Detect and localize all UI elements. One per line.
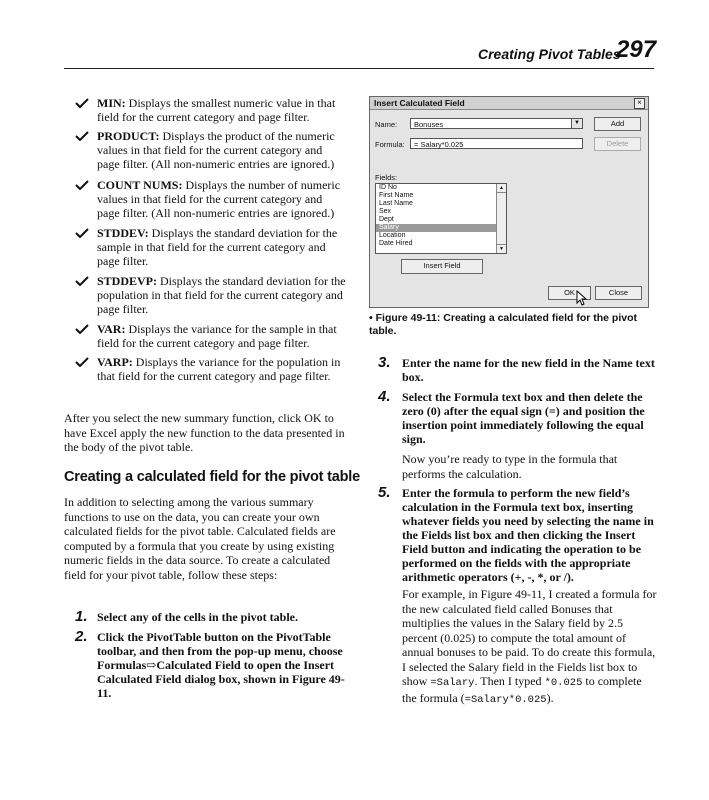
dropdown-arrow-icon[interactable]: ▼: [571, 119, 582, 128]
step-text: Click the PivotTable button on the PivotTable toolbar, and then from the pop-up menu, choose Formulas⇨Calculated Field to open the Insert Calculated Field dialog box, shown in Figure 49-11.: [97, 630, 345, 700]
code-snippet: =Salary*0.025: [464, 693, 547, 706]
code-snippet: =Salary: [430, 677, 475, 689]
insert-field-button[interactable]: Insert Field: [401, 259, 483, 274]
bullet-term: STDDEVP:: [97, 274, 158, 288]
dialog-title-bar[interactable]: [370, 97, 648, 110]
name-label: Name:: [375, 120, 398, 129]
list-item[interactable]: Date Hired: [379, 240, 413, 247]
bullet-term: VAR:: [97, 322, 126, 336]
step-text: Enter the name for the new field in the Name text box.: [402, 356, 655, 384]
step-text: Enter the formula to perform the new field’s calculation in the Formula text box, inserting whatever fields you need by selecting the name in the Fields list box and then clicking the Insert Field button and indicating the operation to be performed on the fields with the appropriate arithmetic operators (+, -, *, or /).: [402, 486, 654, 584]
check-icon: [75, 98, 89, 108]
scroll-down-icon[interactable]: ▼: [497, 244, 506, 253]
example-text: to complete the formula (: [402, 674, 642, 705]
list-item[interactable]: Dept: [379, 216, 394, 223]
bullet-text: [97, 274, 347, 316]
check-icon: [75, 180, 89, 190]
bullet-text: [97, 322, 347, 350]
bullet-desc: Displays the smallest numeric value in that field for the current category and page filter.: [97, 96, 336, 124]
list-item[interactable]: Sex: [379, 208, 392, 215]
bullet-desc: Displays the variance for the sample in that field for the current category and page filter.: [97, 322, 337, 350]
bullet-term: MIN:: [97, 96, 126, 110]
step-4-note: Now you’re ready to type in the formula that performs the calculation.: [402, 452, 618, 481]
name-combobox[interactable]: [410, 118, 583, 129]
bullet-text: [97, 129, 347, 171]
bullet-desc: Displays the standard deviation for the population in that field for the current category and page filter.: [97, 274, 346, 316]
close-icon[interactable]: ×: [634, 98, 645, 109]
bullet-term: PRODUCT:: [97, 129, 160, 143]
check-icon: [75, 276, 89, 286]
paragraph-after-summary: After you select the new summary function, click OK to have Excel apply the new function to the data presented in the body of the pivot table.: [64, 411, 345, 454]
bullet-text: [97, 226, 347, 268]
caption-text: Creating a calculated field for the pivot table.: [369, 312, 638, 337]
bullet-text: [97, 96, 347, 124]
delete-button[interactable]: Delete: [594, 137, 641, 151]
paragraph-calculated-field-intro: In addition to selecting among the various summary functions to use on the data, you can create your own calculated fields for the pivot table. Calculated fields are computed by a formula that you create by using existing numeric fields in the data source. To create a calculated field for your pivot table, follow these steps:: [64, 495, 336, 582]
name-value: Bonuses: [414, 120, 444, 129]
example-text: ).: [546, 690, 554, 705]
step-number: 2.: [75, 628, 88, 645]
list-item[interactable]: Location: [379, 232, 406, 239]
page-number: 297: [616, 36, 657, 63]
add-button[interactable]: Add: [594, 117, 641, 131]
check-icon: [75, 324, 89, 334]
bullet-desc: Displays the number of numeric values in that field for the current category and page filter. (All non-numeric entries are ignored.): [97, 178, 341, 220]
step-text: Select any of the cells in the pivot table.: [97, 610, 298, 624]
step-number: 5.: [378, 484, 391, 501]
step-5-example: [402, 587, 657, 707]
list-item[interactable]: ID No: [379, 184, 397, 191]
step-number: 1.: [75, 608, 88, 625]
scroll-up-icon[interactable]: ▲: [497, 184, 506, 193]
bullet-text: [97, 355, 347, 383]
bullet-term: VARP:: [97, 355, 133, 369]
close-button[interactable]: Close: [595, 286, 642, 300]
bullet-term: COUNT NUMS:: [97, 178, 183, 192]
bullet-text: [97, 178, 347, 220]
bullet-desc: Displays the variance for the population in that field for the current category and page filter.: [97, 355, 341, 383]
fields-listbox[interactable]: [375, 183, 507, 254]
ok-button[interactable]: OK: [548, 286, 591, 300]
figure-caption: [369, 312, 649, 338]
check-icon: [75, 228, 89, 238]
step-text: Select the Formula text box and then delete the zero (0) after the equal sign (=) and position the insertion point immediately following the equal sign.: [402, 390, 645, 446]
step-number: 3.: [378, 354, 391, 371]
list-item-selected[interactable]: Salary: [376, 224, 506, 232]
caption-bullet: •: [369, 312, 373, 324]
check-icon: [75, 131, 89, 141]
mouse-pointer-icon: [576, 290, 588, 306]
section-heading: Creating a calculated field for the pivot table: [64, 469, 360, 485]
list-item[interactable]: Last Name: [379, 200, 413, 207]
list-scrollbar[interactable]: [496, 184, 506, 253]
caption-label: Figure 49-11:: [375, 312, 441, 324]
formula-input[interactable]: [410, 138, 583, 149]
code-snippet: *0.025: [544, 677, 583, 689]
step-number: 4.: [378, 388, 391, 405]
dialog-title: Insert Calculated Field: [374, 98, 465, 108]
running-head-title: Creating Pivot Tables: [478, 46, 621, 62]
bullet-term: STDDEV:: [97, 226, 149, 240]
example-text: For example, in Figure 49-11, I created a formula for the new calculated field called Bonuses that multiplies the values in the Salary field by 2.5 percent (0.025) to compute the total amount of annual bonuses to be paid. To do create this formula, I selected the Salary field in the Fields list box to show: [402, 587, 657, 688]
check-icon: [75, 357, 89, 367]
fields-label: Fields:: [375, 173, 398, 182]
bullet-desc: Displays the product of the numeric values in that field for the current category and page filter. (All non-numeric entries are ignored.): [97, 129, 335, 171]
bullet-desc: Displays the standard deviation for the sample in that field for the current category and page filter.: [97, 226, 338, 268]
example-text: . Then I typed: [474, 674, 545, 688]
formula-label: Formula:: [375, 140, 405, 149]
list-item[interactable]: First Name: [379, 192, 414, 199]
header-rule: [64, 68, 654, 69]
formula-value: = Salary*0.025: [414, 140, 464, 149]
insert-calculated-field-dialog: [369, 96, 649, 308]
